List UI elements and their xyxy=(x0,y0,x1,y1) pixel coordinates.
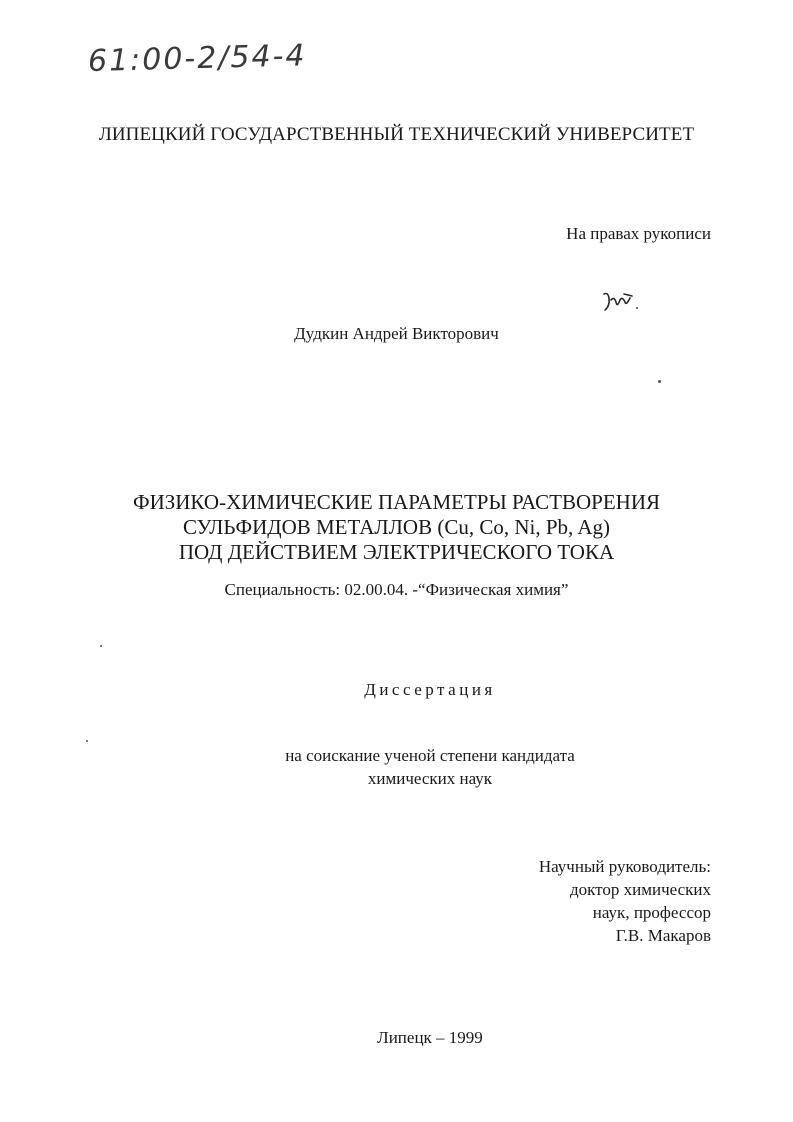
degree-line-2: химических наук xyxy=(367,769,493,788)
title-line-2: СУЛЬФИДОВ МЕТАЛЛОВ (Cu, Co, Ni, Pb, Ag) xyxy=(182,515,611,539)
university-name: ЛИПЕЦКИЙ ГОСУДАРСТВЕННЫЙ ТЕХНИЧЕСКИЙ УНИВЕРСИТЕТ xyxy=(98,124,695,145)
degree-line-1: на соискание ученой степени кандидата xyxy=(285,746,575,765)
author-name: Дудкин Андрей Викторович xyxy=(294,324,499,343)
city-and-year: Липецк – 1999 xyxy=(377,1028,483,1047)
advisor-line-1: Научный руководитель: xyxy=(538,857,711,876)
degree-statement xyxy=(0,744,793,790)
advisor-line-4: Г.В. Макаров xyxy=(615,926,711,945)
advisor-line-3: наук, профессор xyxy=(592,903,711,922)
advisor-line-2: доктор химических xyxy=(569,880,711,899)
rights-notice: На правах рукописи xyxy=(566,224,711,243)
archive-number-handwritten: 61:00-2/54-4 xyxy=(87,38,307,79)
document-type: Диссертация xyxy=(364,680,496,699)
specialty: Специальность: 02.00.04. -“Физическая химия” xyxy=(224,580,569,599)
dissertation-title xyxy=(0,490,793,565)
title-line-1: ФИЗИКО-ХИМИЧЕСКИЕ ПАРАМЕТРЫ РАСТВОРЕНИЯ xyxy=(132,490,660,514)
handwritten-initials-mark xyxy=(600,290,640,314)
scan-speck xyxy=(100,645,102,647)
title-line-3: ПОД ДЕЙСТВИЕМ ЭЛЕКТРИЧЕСКОГО ТОКА xyxy=(178,540,615,564)
scan-speck xyxy=(658,380,661,383)
scan-speck xyxy=(86,740,88,742)
scientific-advisor xyxy=(539,855,711,947)
